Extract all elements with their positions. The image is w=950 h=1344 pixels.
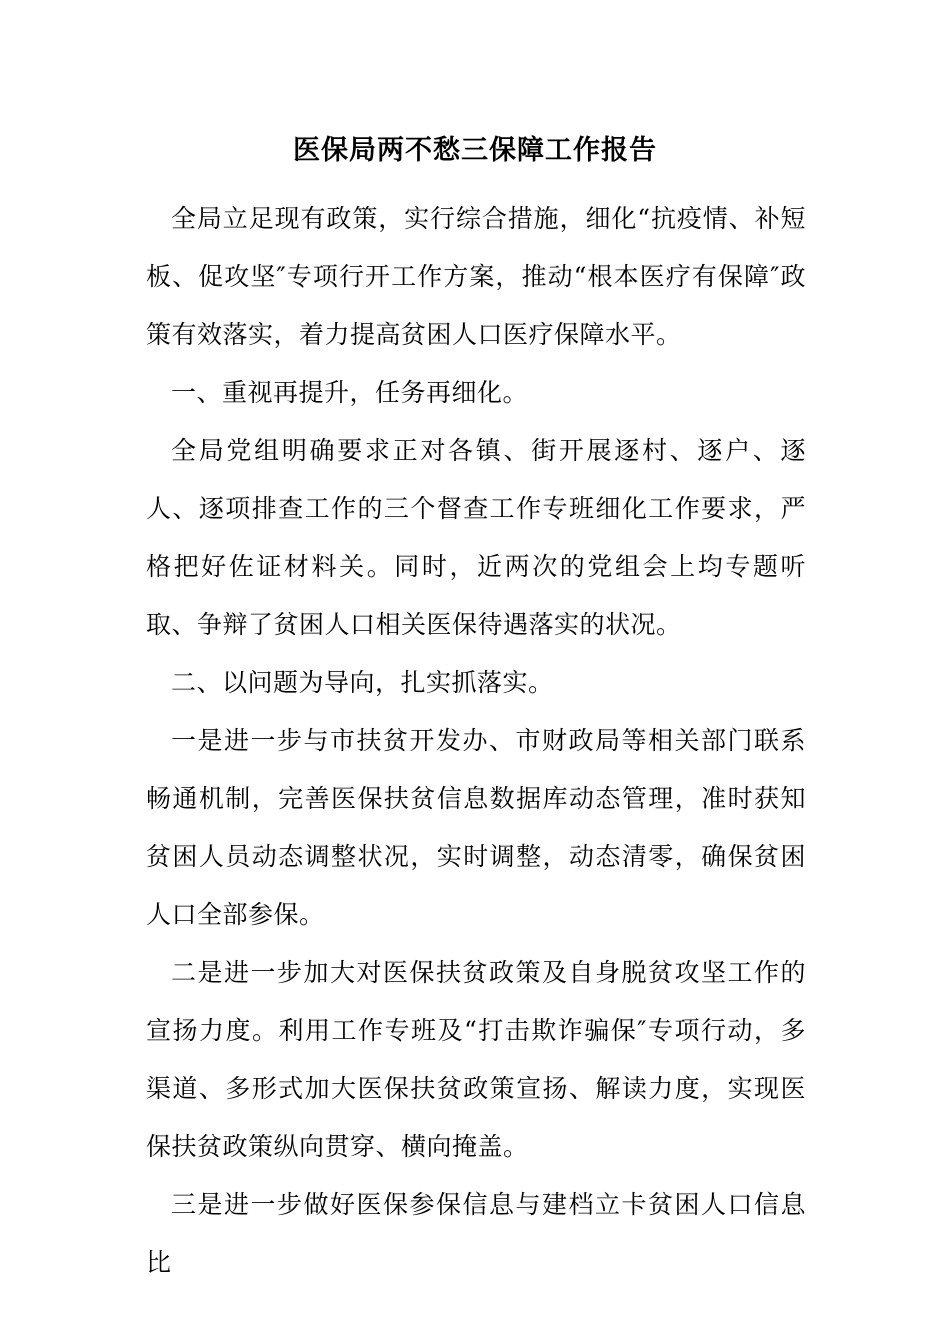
paragraph-item-3: 三是进一步做好医保参保信息与建档立卡贫困人口信息比: [146, 1190, 806, 1277]
paragraph-item-2: 二是进一步加大对医保扶贫政策及自身脱贫攻坚工作的宣扬力度。利用工作专班及“打击欺诈骗保″专项行动，多渠道、多形式加大医保扶贫政策宣扬、解读力度，实现医保扶贫政策纵向贯穿、横向掩盖。: [146, 958, 806, 1161]
section-heading-2: 二、以问题为导向，扎实抓落实。: [171, 668, 554, 697]
document-body: [146, 190, 806, 1292]
section-heading-1: 一、重视再提升，任务再细化。: [171, 378, 529, 407]
paragraph-item-1: 一是进一步与市扶贫开发办、市财政局等相关部门联系畅通机制，完善医保扶贫信息数据库动态管理，准时获知贫困人员动态调整状况，实时调整，动态清零，确保贫困人口全部参保。: [146, 726, 806, 929]
paragraph-intro: 全局立足现有政策，实行综合措施，细化“抗疫情、补短板、促攻坚″专项行开工作方案，推动“根本医疗有保障″政策有效落实，着力提高贫困人口医疗保障水平。: [146, 204, 806, 349]
document-title: 医保局两不愁三保障工作报告: [293, 135, 657, 166]
paragraph-section-1: 全局党组明确要求正对各镇、街开展逐村、逐户、逐人、逐项排查工作的三个督查工作专班细化工作要求，严格把好佐证材料关。同时，近两次的党组会上均专题听取、争辩了贫困人口相关医保待遇落实的状况。: [146, 436, 806, 639]
